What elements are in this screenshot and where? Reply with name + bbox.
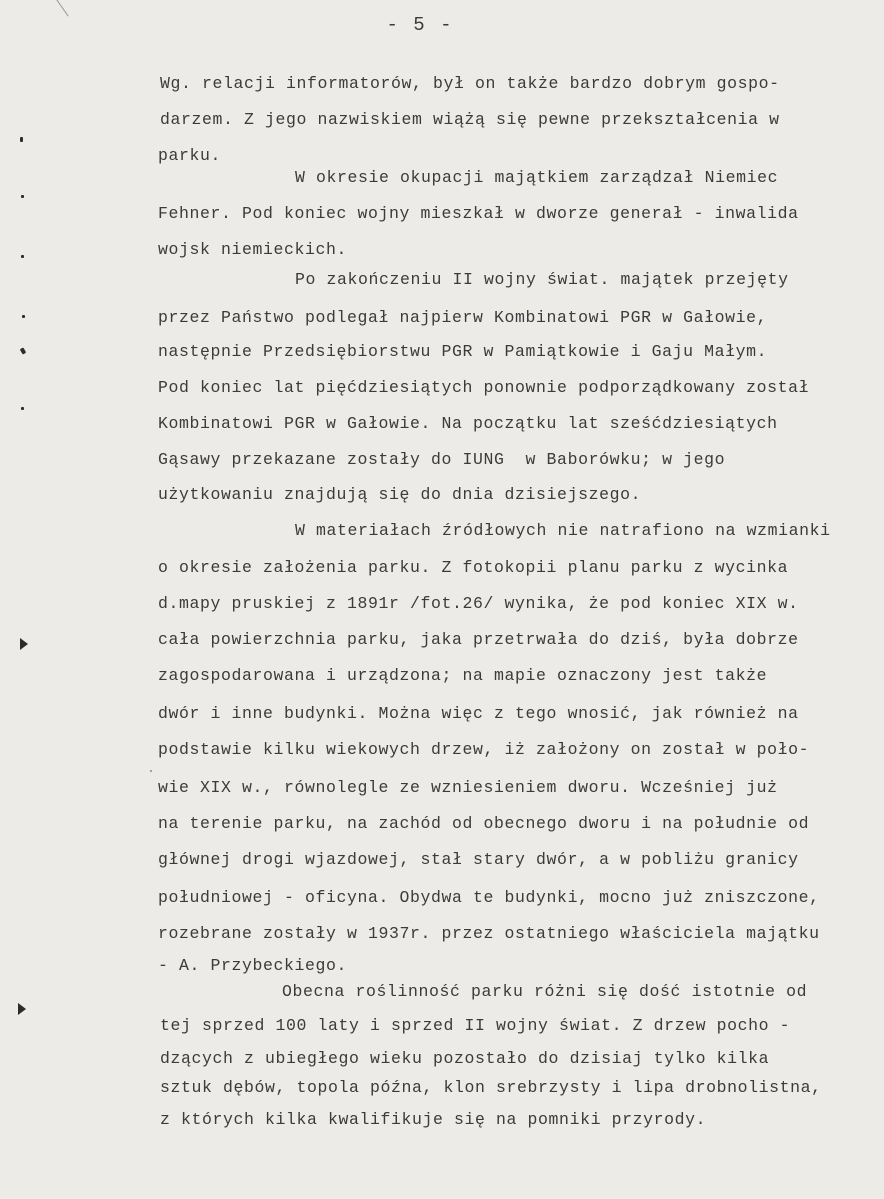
text-line: Po zakończeniu II wojny świat. majątek przejęty [295,270,789,289]
text-line: z których kilka kwalifikuje się na pomniki przyrody. [160,1110,707,1129]
text-line: d.mapy pruskiej z 1891r /fot.26/ wynika, że pod koniec XIX w. [158,594,799,613]
text-line: sztuk dębów, topola późna, klon srebrzysty i lipa drobnolistna, [160,1078,822,1097]
text-line: tej sprzed 100 laty i sprzed II wojny świat. Z drzew pocho - [160,1016,791,1035]
text-line: wie XIX w., równolegle ze wzniesieniem dworu. Wcześniej już [158,778,778,797]
text-line: Kombinatowi PGR w Gałowie. Na początku lat sześćdziesiątych [158,414,778,433]
text-line: na terenie parku, na zachód od obecnego dworu i na południe od [158,814,810,833]
text-line: przez Państwo podlegał najpierw Kombinatowi PGR w Gałowie, [158,308,768,327]
text-line: Gąsawy przekazane zostały do IUNG w Baborówku; w jego [158,450,726,469]
text-line: parku. [158,146,222,165]
margin-arrow-mark [20,638,28,650]
page-number: - 5 - [386,14,454,36]
text-line: dwór i inne budynki. Można więc z tego wnosić, jak również na [158,704,799,723]
text-line: cała powierzchnia parku, jaka przetrwała do dziś, była dobrze [158,630,799,649]
text-line: Fehner. Pod koniec wojny mieszkał w dworze generał - inwalida [158,204,799,223]
text-line: - A. Przybeckiego. [158,956,348,975]
margin-mark [20,347,26,354]
paper-speck [150,770,152,772]
text-line: południowej - oficyna. Obydwa te budynki, mocno już zniszczone, [158,888,820,907]
margin-mark [21,195,24,198]
text-line: zagospodarowana i urządzona; na mapie oznaczony jest także [158,666,768,685]
text-line: darzem. Z jego nazwiskiem wiążą się pewne przekształcenia w [160,110,780,129]
text-line: podstawie kilku wiekowych drzew, iż założony on został w poło- [158,740,810,759]
margin-arrow-mark [18,1003,26,1015]
text-line: głównej drogi wjazdowej, stał stary dwór, a w pobliżu granicy [158,850,799,869]
text-line: W okresie okupacji majątkiem zarządzał Niemiec [295,168,779,187]
text-line: dzących z ubiegłego wieku pozostało do dzisiaj tylko kilka [160,1049,770,1068]
text-line: Wg. relacji informatorów, był on także bardzo dobrym gospo- [160,74,780,93]
margin-mark [22,315,25,318]
text-line: następnie Przedsiębiorstwu PGR w Pamiątkowie i Gaju Małym. [158,342,768,361]
margin-mark [21,407,24,410]
text-line: Obecna roślinność parku różni się dość istotnie od [282,982,808,1001]
margin-mark [21,255,24,258]
text-line: o okresie założenia parku. Z fotokopii planu parku z wycinka [158,558,789,577]
text-line: W materiałach źródłowych nie natrafiono na wzmianki [295,521,831,540]
margin-mark [20,137,23,142]
text-line: rozebrane zostały w 1937r. przez ostatniego właściciela majątku [158,924,820,943]
text-line: Pod koniec lat pięćdziesiątych ponownie podporządkowany został [158,378,810,397]
text-line: wojsk niemieckich. [158,240,348,259]
text-line: użytkowaniu znajdują się do dnia dzisiejszego. [158,485,642,504]
